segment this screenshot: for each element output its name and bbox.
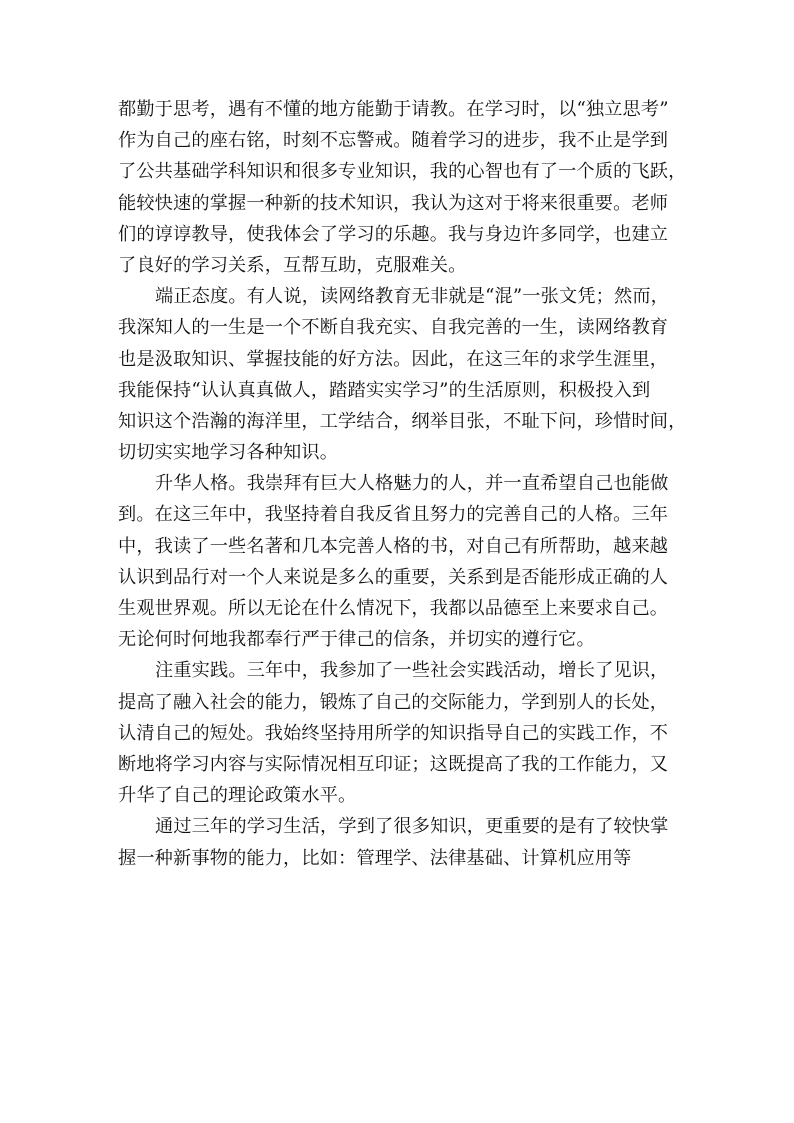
text-line: 作为自己的座右铭，时刻不忘警戒。随着学习的进步，我不止是学到 [118, 130, 669, 152]
paragraph-practice [118, 655, 678, 811]
paragraph-personality [118, 468, 678, 655]
text-line: 握一种新事物的能力，比如：管理学、法律基础、计算机应用等 [118, 847, 632, 869]
paragraph-summary [118, 811, 678, 873]
text-line: 生观世界观。所以无论在什么情况下，我都以品德至上来要求自己。 [118, 598, 669, 619]
text-line: 升华人格。我崇拜有巨大人格魅力的人，并一直希望自己也能做 [155, 473, 669, 495]
text-line: 也是汲取知识、掌握技能的好方法。因此，在这三年的求学生涯里， [118, 348, 669, 370]
text-line: 我能保持“认认真真做人，踏踏实实学习”的生活原则，积极投入到 [118, 379, 651, 401]
text-line: 们的谆谆教导，使我体会了学习的乐趣。我与身边许多同学，也建立 [118, 223, 669, 245]
text-line: 提高了融入社会的能力，锻炼了自己的交际能力，学到别人的长处， [118, 691, 669, 713]
document-page [118, 94, 687, 874]
text-line: 通过三年的学习生活，学到了很多知识，更重要的是有了较快掌 [155, 816, 669, 838]
text-line: 能较快速的掌握一种新的技术知识，我认为这对于将来很重要。老师 [118, 192, 669, 214]
text-line: 知识这个浩瀚的海洋里，工学结合，纲举目张，不耻下问，珍惜时间， [118, 410, 687, 432]
text-line: 了公共基础学科知识和很多专业知识，我的心智也有了一个质的飞跃， [118, 161, 687, 183]
text-line: 注重实践。三年中，我参加了一些社会实践活动，增长了见识， [155, 660, 669, 682]
text-line: 到。在这三年中，我坚持着自我反省且努力的完善自己的人格。三年 [118, 504, 669, 526]
text-line: 切切实实地学习各种知识。 [118, 442, 339, 464]
text-line: 了良好的学习关系，互帮互助，克服难关。 [118, 254, 467, 276]
text-line: 中，我读了一些名著和几本完善人格的书，对自己有所帮助，越来越 [118, 535, 669, 557]
paragraph-attitude [118, 281, 687, 468]
text-line: 升华了自己的理论政策水平。 [118, 785, 357, 807]
text-line: 我深知人的一生是一个不断自我充实、自我完善的一生，读网络教育 [118, 317, 669, 339]
paragraph-study [118, 94, 687, 281]
text-line: 无论何时何地我都奉行严于律己的信条，并切实的遵行它。 [118, 629, 595, 651]
text-line: 断地将学习内容与实际情况相互印证；这既提高了我的工作能力，又 [118, 753, 669, 775]
text-line: 认识到品行对一个人来说是多么的重要，关系到是否能形成正确的人 [118, 566, 669, 588]
text-line: 端正态度。有人说，读网络教育无非就是“混”一张文凭；然而， [155, 286, 670, 308]
text-line: 认清自己的短处。我始终坚持用所学的知识指导自己的实践工作，不 [118, 722, 669, 744]
text-line: 都勤于思考，遇有不懂的地方能勤于请教。在学习时，以“独立思考” [118, 99, 669, 120]
